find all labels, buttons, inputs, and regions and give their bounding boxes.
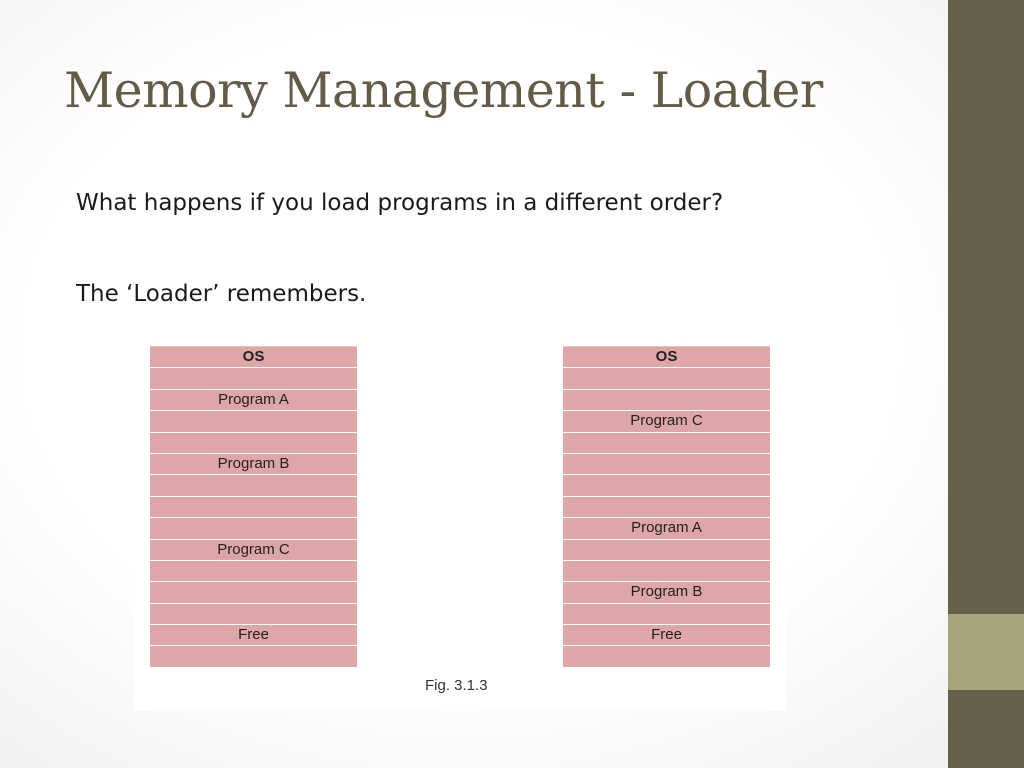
memory-map-after [563, 346, 770, 668]
memory-cell-program-c: Program C [563, 411, 770, 432]
memory-cell-program-b: Program B [150, 454, 357, 475]
memory-cell-empty [563, 475, 770, 496]
memory-cell-empty [150, 518, 357, 539]
figure-caption: Fig. 3.1.3 [425, 677, 488, 694]
memory-map-before [150, 346, 357, 668]
memory-cell-empty [563, 390, 770, 411]
memory-cell-empty [563, 368, 770, 389]
decorative-side-accent [948, 614, 1024, 690]
memory-cell-empty [563, 646, 770, 667]
memory-cell-os: OS [563, 347, 770, 368]
memory-cell-empty [150, 368, 357, 389]
memory-cell-os: OS [150, 347, 357, 368]
memory-cell-program-c: Program C [150, 540, 357, 561]
memory-cell-empty [563, 433, 770, 454]
memory-cell-empty [563, 540, 770, 561]
memory-cell-empty [150, 561, 357, 582]
memory-cell-program-a: Program A [563, 518, 770, 539]
memory-cell-free: Free [150, 625, 357, 646]
memory-cell-empty [150, 433, 357, 454]
memory-cell-empty [150, 475, 357, 496]
memory-cell-empty [150, 582, 357, 603]
memory-cell-empty [150, 411, 357, 432]
memory-cell-empty [150, 497, 357, 518]
memory-cell-empty [563, 454, 770, 475]
memory-cell-empty [563, 561, 770, 582]
memory-cell-empty [563, 604, 770, 625]
memory-cell-empty [150, 604, 357, 625]
slide-title: Memory Management - Loader [64, 62, 823, 119]
memory-cell-program-a: Program A [150, 390, 357, 411]
memory-cell-empty [150, 646, 357, 667]
memory-cell-program-b: Program B [563, 582, 770, 603]
question-text: What happens if you load programs in a different order? [76, 190, 724, 216]
memory-cell-free: Free [563, 625, 770, 646]
answer-text: The ‘Loader’ remembers. [76, 281, 367, 307]
memory-cell-empty [563, 497, 770, 518]
